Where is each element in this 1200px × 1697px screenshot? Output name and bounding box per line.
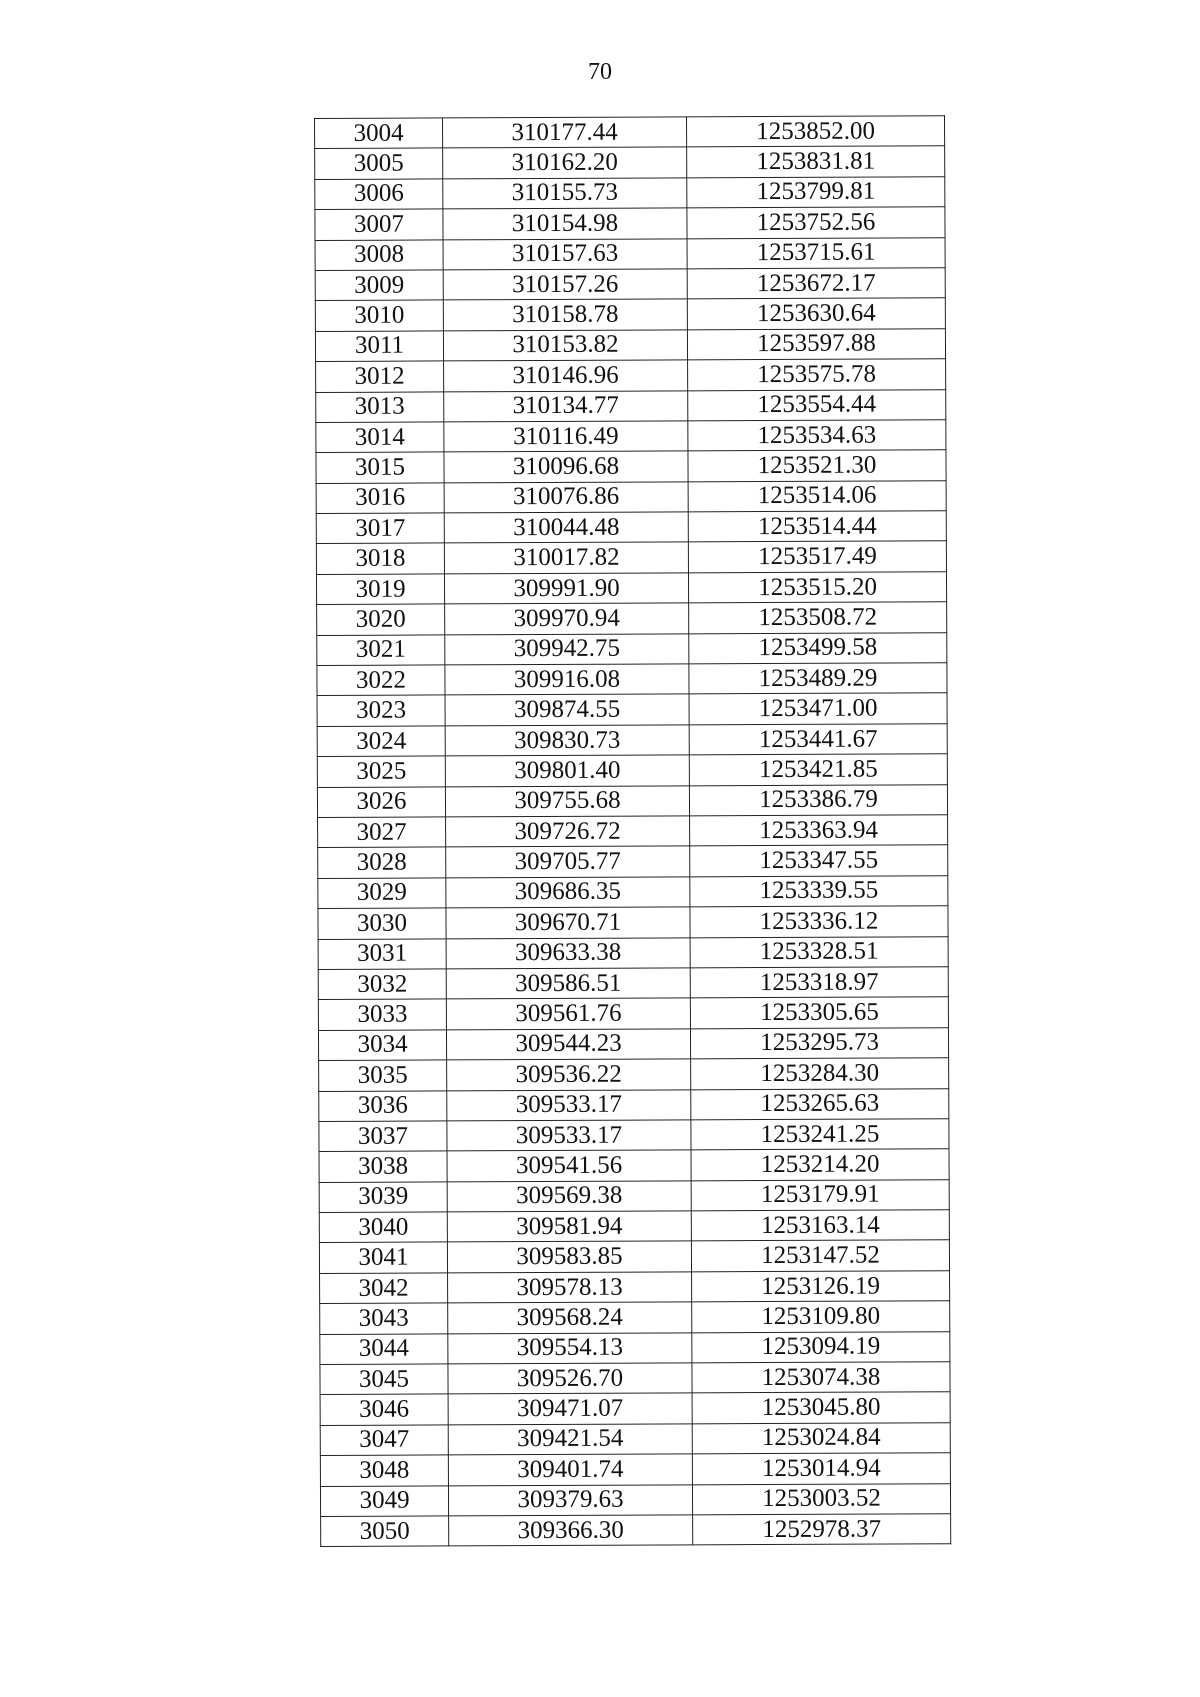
x-coordinate-cell: 310044.48 — [444, 512, 688, 543]
x-coordinate-cell: 309578.13 — [448, 1272, 692, 1303]
table-row — [318, 997, 948, 1030]
y-coordinate-cell: 1253534.63 — [688, 420, 946, 452]
x-coordinate-cell: 309581.94 — [447, 1211, 691, 1242]
coordinate-table-body — [315, 116, 951, 1547]
x-coordinate-cell: 310096.68 — [444, 451, 688, 482]
y-coordinate-cell: 1253074.38 — [692, 1362, 950, 1394]
point-id-cell: 3004 — [315, 118, 443, 149]
x-coordinate-cell: 309568.24 — [448, 1302, 692, 1333]
x-coordinate-cell: 310116.49 — [444, 421, 688, 452]
x-coordinate-cell: 309705.77 — [446, 846, 690, 877]
x-coordinate-cell: 309554.13 — [448, 1332, 692, 1363]
table-row — [318, 815, 948, 848]
point-id-cell: 3034 — [318, 1030, 446, 1061]
y-coordinate-cell: 1253179.91 — [691, 1179, 949, 1211]
point-id-cell: 3047 — [320, 1425, 448, 1456]
y-coordinate-cell: 1253575.78 — [688, 359, 946, 391]
x-coordinate-cell: 309526.70 — [448, 1363, 692, 1394]
y-coordinate-cell: 1253514.44 — [688, 511, 946, 543]
x-coordinate-cell: 310155.73 — [443, 178, 687, 209]
point-id-cell: 3041 — [319, 1242, 447, 1273]
table-row — [320, 1301, 950, 1334]
y-coordinate-cell: 1253318.97 — [690, 967, 948, 999]
x-coordinate-cell: 309533.17 — [447, 1120, 691, 1151]
table-row — [319, 1058, 949, 1091]
y-coordinate-cell: 1253852.00 — [686, 116, 944, 148]
y-coordinate-cell: 1253441.67 — [689, 724, 947, 756]
x-coordinate-cell: 310157.63 — [443, 238, 687, 269]
y-coordinate-cell: 1253471.00 — [689, 693, 947, 725]
table-row — [321, 1514, 951, 1547]
x-coordinate-cell: 309801.40 — [445, 755, 689, 786]
point-id-cell: 3005 — [315, 148, 443, 179]
y-coordinate-cell: 1253024.84 — [692, 1423, 950, 1455]
y-coordinate-cell: 1253630.64 — [687, 298, 945, 330]
point-id-cell: 3040 — [319, 1212, 447, 1243]
point-id-cell: 3027 — [318, 817, 446, 848]
y-coordinate-cell: 1253499.58 — [689, 632, 947, 664]
table-row — [320, 1362, 950, 1395]
point-id-cell: 3031 — [318, 938, 446, 969]
table-row — [319, 1088, 949, 1121]
x-coordinate-cell: 310158.78 — [443, 299, 687, 330]
table-row — [316, 572, 946, 605]
x-coordinate-cell: 310134.77 — [444, 390, 688, 421]
point-id-cell: 3019 — [316, 574, 444, 605]
y-coordinate-cell: 1253799.81 — [687, 177, 945, 209]
x-coordinate-cell: 310154.98 — [443, 208, 687, 239]
y-coordinate-cell: 1253508.72 — [689, 602, 947, 634]
point-id-cell: 3008 — [315, 240, 443, 271]
y-coordinate-cell: 1253517.49 — [688, 541, 946, 573]
y-coordinate-cell: 1253265.63 — [691, 1088, 949, 1120]
point-id-cell: 3033 — [318, 999, 446, 1030]
y-coordinate-cell: 1253109.80 — [692, 1301, 950, 1333]
point-id-cell: 3025 — [317, 756, 445, 787]
x-coordinate-cell: 309544.23 — [446, 1029, 690, 1060]
y-coordinate-cell: 1252978.37 — [693, 1514, 951, 1546]
point-id-cell: 3049 — [320, 1486, 448, 1517]
table-row — [318, 967, 948, 1000]
y-coordinate-cell: 1253347.55 — [690, 845, 948, 877]
x-coordinate-cell: 309421.54 — [448, 1424, 692, 1455]
table-row — [316, 420, 946, 453]
table-row — [316, 359, 946, 392]
x-coordinate-cell: 310157.26 — [443, 269, 687, 300]
y-coordinate-cell: 1253489.29 — [689, 663, 947, 695]
table-row — [317, 784, 947, 817]
table-row — [318, 845, 948, 878]
y-coordinate-cell: 1253003.52 — [692, 1483, 950, 1515]
x-coordinate-cell: 310076.86 — [444, 482, 688, 513]
x-coordinate-cell: 310017.82 — [444, 542, 688, 573]
table-row — [319, 1240, 949, 1273]
table-row — [319, 1149, 949, 1182]
point-id-cell: 3014 — [316, 422, 444, 453]
point-id-cell: 3037 — [319, 1121, 447, 1152]
table-row — [316, 480, 946, 513]
table-row — [316, 389, 946, 422]
y-coordinate-cell: 1253284.30 — [691, 1058, 949, 1090]
table-row — [317, 754, 947, 787]
table-row — [320, 1392, 950, 1425]
y-coordinate-cell: 1253672.17 — [687, 268, 945, 300]
table-row — [315, 298, 945, 331]
y-coordinate-cell: 1253014.94 — [692, 1453, 950, 1485]
table-row — [320, 1483, 950, 1516]
y-coordinate-cell: 1253163.14 — [691, 1210, 949, 1242]
table-row — [316, 541, 946, 574]
table-row — [317, 602, 947, 635]
point-id-cell: 3029 — [318, 878, 446, 909]
point-id-cell: 3035 — [319, 1060, 447, 1091]
table-row — [318, 1027, 948, 1060]
x-coordinate-cell: 309970.94 — [445, 603, 689, 634]
table-row — [319, 1119, 949, 1152]
point-id-cell: 3046 — [320, 1394, 448, 1425]
y-coordinate-cell: 1253515.20 — [688, 572, 946, 604]
y-coordinate-cell: 1253363.94 — [690, 815, 948, 847]
table-row — [315, 268, 945, 301]
point-id-cell: 3012 — [316, 361, 444, 392]
x-coordinate-cell: 309830.73 — [445, 725, 689, 756]
table-row — [315, 177, 945, 210]
table-row — [317, 663, 947, 696]
table-row — [317, 693, 947, 726]
x-coordinate-cell: 310162.20 — [443, 147, 687, 178]
x-coordinate-cell: 309583.85 — [447, 1241, 691, 1272]
x-coordinate-cell: 310153.82 — [443, 330, 687, 361]
table-row — [315, 146, 945, 179]
table-row — [316, 511, 946, 544]
y-coordinate-cell: 1253295.73 — [690, 1027, 948, 1059]
x-coordinate-cell: 309633.38 — [446, 937, 690, 968]
table-row — [320, 1271, 950, 1304]
x-coordinate-cell: 309533.17 — [447, 1089, 691, 1120]
x-coordinate-cell: 309366.30 — [449, 1515, 693, 1546]
point-id-cell: 3042 — [320, 1273, 448, 1304]
point-id-cell: 3021 — [317, 635, 445, 666]
y-coordinate-cell: 1253554.44 — [688, 389, 946, 421]
point-id-cell: 3048 — [320, 1455, 448, 1486]
point-id-cell: 3024 — [317, 726, 445, 757]
x-coordinate-cell: 309686.35 — [446, 877, 690, 908]
point-id-cell: 3030 — [318, 908, 446, 939]
x-coordinate-cell: 309471.07 — [448, 1393, 692, 1424]
x-coordinate-cell: 309541.56 — [447, 1150, 691, 1181]
table-row — [319, 1210, 949, 1243]
point-id-cell: 3022 — [317, 665, 445, 696]
y-coordinate-cell: 1253147.52 — [691, 1240, 949, 1272]
point-id-cell: 3015 — [316, 452, 444, 483]
point-id-cell: 3006 — [315, 179, 443, 210]
point-id-cell: 3013 — [316, 391, 444, 422]
x-coordinate-cell: 309755.68 — [445, 785, 689, 816]
y-coordinate-cell: 1253752.56 — [687, 207, 945, 239]
table-row — [317, 724, 947, 757]
x-coordinate-cell: 309379.63 — [448, 1484, 692, 1515]
table-row — [319, 1179, 949, 1212]
table-row — [320, 1423, 950, 1456]
y-coordinate-cell: 1253421.85 — [689, 754, 947, 786]
x-coordinate-cell: 309670.71 — [446, 907, 690, 938]
table-row — [316, 450, 946, 483]
x-coordinate-cell: 309561.76 — [446, 998, 690, 1029]
table-row — [315, 207, 945, 240]
point-id-cell: 3050 — [321, 1516, 449, 1547]
x-coordinate-cell: 309569.38 — [447, 1181, 691, 1212]
table-row — [318, 876, 948, 909]
table-row — [317, 632, 947, 665]
point-id-cell: 3020 — [317, 604, 445, 635]
point-id-cell: 3023 — [317, 695, 445, 726]
y-coordinate-cell: 1253339.55 — [690, 876, 948, 908]
y-coordinate-cell: 1253514.06 — [688, 480, 946, 512]
point-id-cell: 3036 — [319, 1090, 447, 1121]
point-id-cell: 3026 — [317, 787, 445, 818]
x-coordinate-cell: 309942.75 — [445, 634, 689, 665]
x-coordinate-cell: 309726.72 — [446, 816, 690, 847]
point-id-cell: 3044 — [320, 1334, 448, 1365]
y-coordinate-cell: 1253521.30 — [688, 450, 946, 482]
y-coordinate-cell: 1253386.79 — [689, 784, 947, 816]
y-coordinate-cell: 1253045.80 — [692, 1392, 950, 1424]
x-coordinate-cell: 309401.74 — [448, 1454, 692, 1485]
point-id-cell: 3017 — [316, 513, 444, 544]
point-id-cell: 3009 — [315, 270, 443, 301]
x-coordinate-cell: 310177.44 — [443, 117, 687, 148]
point-id-cell: 3039 — [319, 1182, 447, 1213]
y-coordinate-cell: 1253597.88 — [687, 328, 945, 360]
x-coordinate-cell: 309536.22 — [447, 1059, 691, 1090]
y-coordinate-cell: 1253715.61 — [687, 237, 945, 269]
table-row — [315, 116, 945, 149]
table-row — [320, 1331, 950, 1364]
y-coordinate-cell: 1253336.12 — [690, 906, 948, 938]
y-coordinate-cell: 1253094.19 — [692, 1331, 950, 1363]
table-row — [318, 906, 948, 939]
x-coordinate-cell: 310146.96 — [444, 360, 688, 391]
x-coordinate-cell: 309991.90 — [444, 573, 688, 604]
point-id-cell: 3007 — [315, 209, 443, 240]
point-id-cell: 3028 — [318, 847, 446, 878]
table-row — [320, 1453, 950, 1486]
point-id-cell: 3011 — [315, 331, 443, 362]
table-row — [315, 237, 945, 270]
point-id-cell: 3038 — [319, 1151, 447, 1182]
page-number: 70 — [588, 59, 612, 85]
table-row — [318, 936, 948, 969]
y-coordinate-cell: 1253305.65 — [690, 997, 948, 1029]
x-coordinate-cell: 309874.55 — [445, 694, 689, 725]
point-id-cell: 3045 — [320, 1364, 448, 1395]
table-row — [315, 328, 945, 361]
coordinate-table — [314, 115, 951, 1547]
point-id-cell: 3010 — [315, 300, 443, 331]
y-coordinate-cell: 1253831.81 — [687, 146, 945, 178]
point-id-cell: 3016 — [316, 483, 444, 514]
x-coordinate-cell: 309586.51 — [446, 968, 690, 999]
y-coordinate-cell: 1253214.20 — [691, 1149, 949, 1181]
y-coordinate-cell: 1253126.19 — [692, 1271, 950, 1303]
point-id-cell: 3043 — [320, 1303, 448, 1334]
x-coordinate-cell: 309916.08 — [445, 664, 689, 695]
point-id-cell: 3018 — [316, 543, 444, 574]
y-coordinate-cell: 1253328.51 — [690, 936, 948, 968]
point-id-cell: 3032 — [318, 969, 446, 1000]
y-coordinate-cell: 1253241.25 — [691, 1119, 949, 1151]
